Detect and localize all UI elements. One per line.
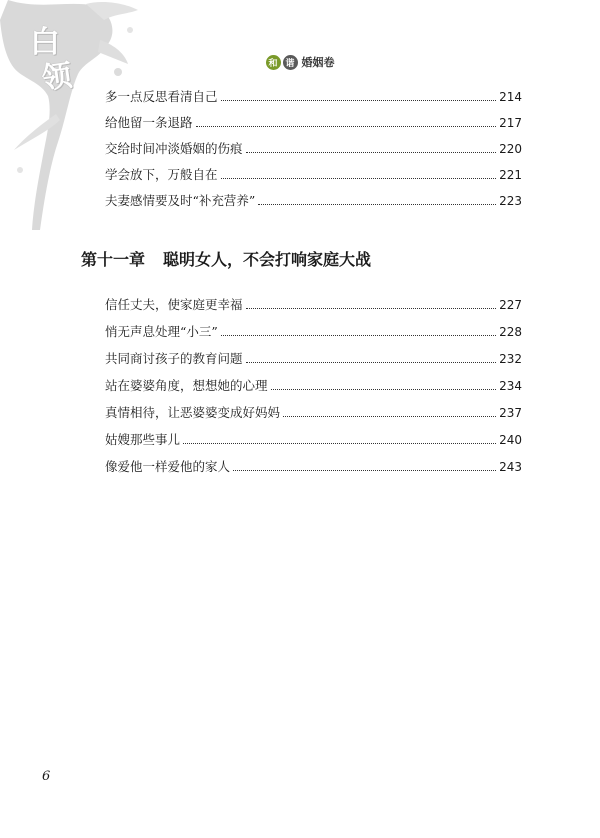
- toc-entry-page: 214: [499, 90, 522, 104]
- toc-entry-title: 给他留一条退路: [105, 115, 193, 130]
- chapter-number: 第十一章: [81, 250, 146, 269]
- toc-entry-title: 像爱他一样爱他的家人: [105, 459, 231, 474]
- toc-entry-page: 227: [499, 298, 522, 312]
- header-badge-2: 谐: [283, 55, 298, 70]
- toc-entry-title: 共同商讨孩子的教育问题: [105, 351, 243, 366]
- toc-entry-title: 姑嫂那些事儿: [105, 432, 181, 447]
- toc-entry-page: 243: [499, 460, 522, 474]
- toc-entry-page: 220: [499, 142, 522, 156]
- toc-entry-title: 交给时间冲淡婚姻的伤痕: [105, 141, 243, 156]
- toc-entry-page: 228: [499, 325, 522, 339]
- dot-leader: [246, 308, 497, 309]
- toc-entry-page: 234: [499, 379, 522, 393]
- dot-leader: [196, 126, 497, 127]
- logo-char-1: 白: [30, 25, 62, 60]
- toc-entry-page: 240: [499, 433, 522, 447]
- toc-entry-page: 232: [499, 352, 522, 366]
- toc-entry-title: 信任丈夫，使家庭更幸福: [105, 297, 243, 312]
- header-title: 婚姻卷: [301, 56, 335, 69]
- toc-entry[interactable]: [105, 347, 522, 367]
- header-badge-1: 和: [266, 55, 281, 70]
- toc-entry[interactable]: [105, 189, 522, 209]
- dot-leader: [258, 204, 496, 205]
- toc-entry[interactable]: [105, 85, 522, 105]
- toc-entry[interactable]: [105, 137, 522, 157]
- toc-entry[interactable]: [105, 293, 522, 313]
- chapter-heading[interactable]: [81, 247, 371, 270]
- toc-entry-title: 悄无声息处理“小三”: [105, 324, 218, 339]
- page-number: 6: [42, 769, 51, 784]
- dot-leader: [183, 443, 496, 444]
- toc-entry-title: 真情相待，让恶婆婆变成好妈妈: [105, 405, 281, 420]
- chapter-title: 聪明女人，不会打响家庭大战: [163, 250, 372, 269]
- toc-entry[interactable]: [105, 401, 522, 421]
- dot-leader: [221, 100, 497, 101]
- dot-leader: [283, 416, 496, 417]
- toc-entry-title: 站在婆婆角度，想想她的心理: [105, 378, 268, 393]
- toc-entry[interactable]: [105, 320, 522, 340]
- toc-entry-title: 学会放下，万般自在: [105, 167, 218, 182]
- dot-leader: [271, 389, 497, 390]
- toc-entry[interactable]: [105, 111, 522, 131]
- toc-entry-title: 夫妻感情要及时“补充营养”: [105, 193, 256, 208]
- toc-entry-page: 223: [499, 194, 522, 208]
- toc-entry[interactable]: [105, 163, 522, 183]
- toc-entry[interactable]: [105, 455, 522, 475]
- dot-leader: [246, 362, 497, 363]
- toc-entry-page: 221: [499, 168, 522, 182]
- dot-leader: [221, 335, 496, 336]
- dot-leader: [233, 470, 496, 471]
- toc-entry[interactable]: [105, 428, 522, 448]
- logo-char-2: 领: [39, 57, 77, 97]
- dot-leader: [221, 178, 497, 179]
- toc-entry-title: 多一点反思看清自己: [105, 89, 218, 104]
- toc-entry[interactable]: [105, 374, 522, 394]
- toc-entry-page: 237: [499, 406, 522, 420]
- running-header: [0, 54, 600, 70]
- toc-entry-page: 217: [499, 116, 522, 130]
- dot-leader: [246, 152, 497, 153]
